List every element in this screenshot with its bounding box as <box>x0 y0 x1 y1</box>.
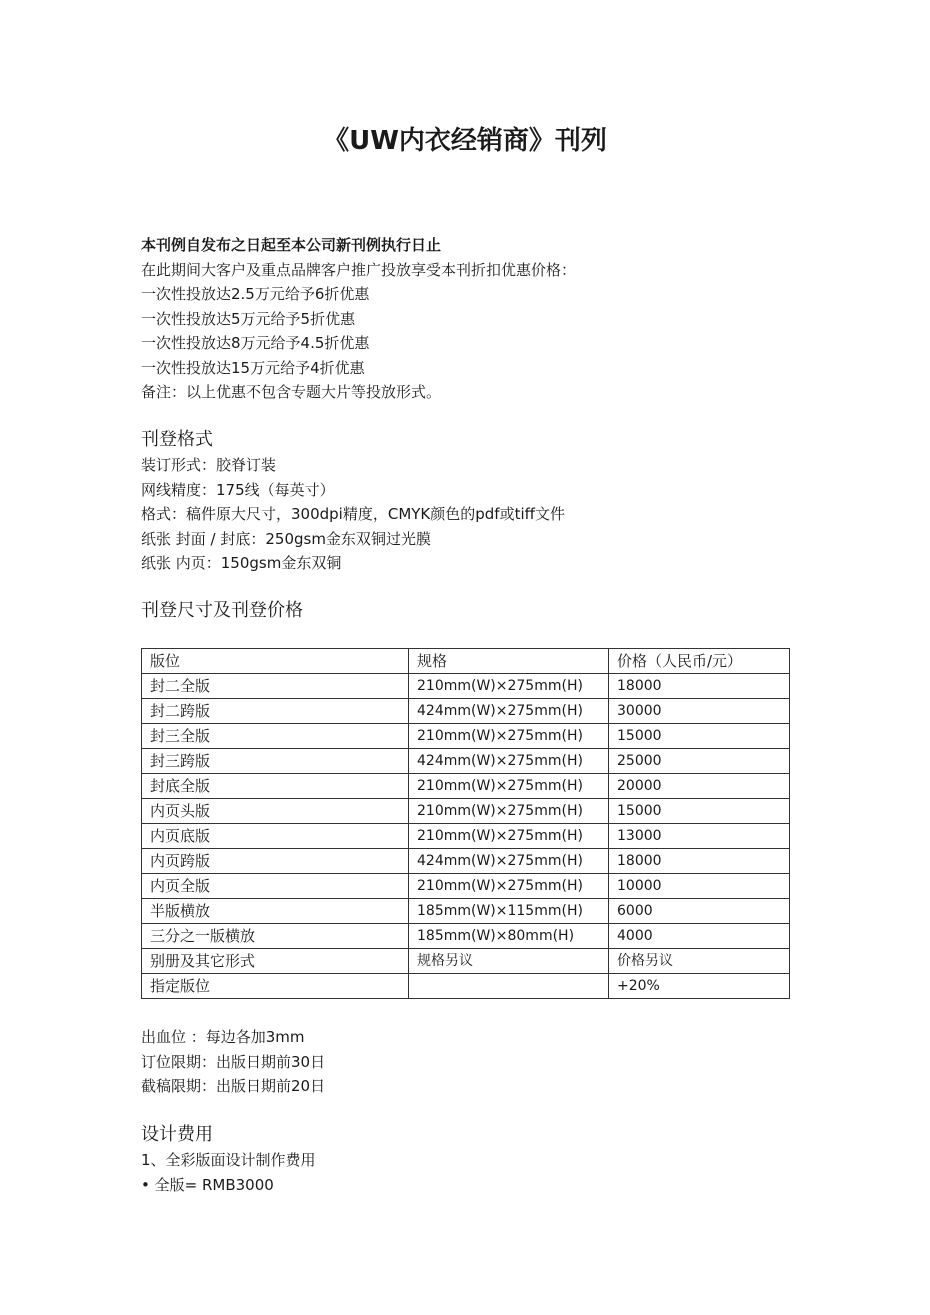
cell-price: 15000 <box>609 799 790 824</box>
cell-position: 内页底版 <box>142 824 409 849</box>
table-row <box>142 924 790 949</box>
cell-position: 指定版位 <box>142 974 409 999</box>
cell-price: 20000 <box>609 774 790 799</box>
table-row <box>142 974 790 999</box>
design-section <box>141 1122 841 1197</box>
format-line: 格式：稿件原大尺寸，300dpi精度，CMYK颜色的pdf或tiff文件 <box>141 505 565 523</box>
cell-price: 25000 <box>609 749 790 774</box>
cell-position: 封二跨版 <box>142 699 409 724</box>
table-row <box>142 824 790 849</box>
format-section <box>141 427 841 576</box>
cell-spec: 210mm(W)×275mm(H) <box>409 874 609 899</box>
note-line: 订位限期：出版日期前30日 <box>141 1052 326 1071</box>
discount-line: 一次性投放达5万元给予5折优惠 <box>141 309 356 328</box>
cell-price: +20% <box>609 974 790 999</box>
cell-price: 15000 <box>609 724 790 749</box>
cell-spec: 210mm(W)×275mm(H) <box>409 674 609 699</box>
format-line: 装订形式：胶脊订装 <box>141 456 277 474</box>
table-row <box>142 849 790 874</box>
cell-spec: 185mm(W)×80mm(H) <box>409 924 609 949</box>
cell-spec: 210mm(W)×275mm(H) <box>409 824 609 849</box>
cell-position: 别册及其它形式 <box>142 949 409 974</box>
intro-line: 本刊例自发布之日起至本公司新刊例执行日止 <box>141 236 442 254</box>
cell-spec: 规格另议 <box>409 949 609 974</box>
table-row <box>142 874 790 899</box>
pricing-heading: 刊登尺寸及刊登价格 <box>141 600 303 621</box>
cell-position: 内页头版 <box>142 799 409 824</box>
notes-section <box>141 1025 841 1099</box>
cell-spec: 210mm(W)×275mm(H) <box>409 774 609 799</box>
discount-line: 一次性投放达8万元给予4.5折优惠 <box>141 334 370 352</box>
remark-line: 备注：以上优惠不包含专题大片等投放形式。 <box>141 383 442 401</box>
pricing-table <box>141 648 790 999</box>
design-line: 1、全彩版面设计制作费用 <box>141 1151 316 1169</box>
cell-price: 10000 <box>609 874 790 899</box>
discount-line: 一次性投放达15万元给予4折优惠 <box>141 358 365 377</box>
column-header-position: 版位 <box>142 649 409 674</box>
table-row <box>142 674 790 699</box>
note-line: 出血位 ：每边各加3mm <box>141 1028 305 1046</box>
cell-position: 封二全版 <box>142 674 409 699</box>
intro-line: 在此期间大客户及重点品牌客户推广投放享受本刊折扣优惠价格： <box>141 260 577 279</box>
intro-section <box>141 233 841 405</box>
column-header-price: 价格（人民币/元） <box>609 649 790 674</box>
cell-price: 30000 <box>609 699 790 724</box>
format-line: 网线精度：175线（每英寸） <box>141 480 335 499</box>
format-line: 纸张 封面 / 封底：250gsm金东双铜过光膜 <box>141 529 431 548</box>
table-header-row <box>142 649 790 674</box>
cell-position: 内页跨版 <box>142 849 409 874</box>
note-line: 截稿限期：出版日期前20日 <box>141 1077 326 1095</box>
cell-position: 三分之一版横放 <box>142 924 409 949</box>
cell-price: 6000 <box>609 899 790 924</box>
format-line: 纸张 内页：150gsm金东双铜 <box>141 554 342 572</box>
table-row <box>142 899 790 924</box>
cell-spec: 210mm(W)×275mm(H) <box>409 724 609 749</box>
table-row <box>142 774 790 799</box>
cell-spec: 424mm(W)×275mm(H) <box>409 849 609 874</box>
cell-position: 内页全版 <box>142 874 409 899</box>
cell-spec: 210mm(W)×275mm(H) <box>409 799 609 824</box>
cell-spec: 424mm(W)×275mm(H) <box>409 749 609 774</box>
cell-price: 18000 <box>609 674 790 699</box>
cell-spec: 185mm(W)×115mm(H) <box>409 899 609 924</box>
table-row <box>142 699 790 724</box>
page-title: 《UW内衣经销商》刊列 <box>323 126 607 156</box>
cell-price: 13000 <box>609 824 790 849</box>
cell-spec <box>409 974 609 999</box>
table-row <box>142 949 790 974</box>
format-heading: 刊登格式 <box>141 429 213 450</box>
cell-position: 封底全版 <box>142 774 409 799</box>
design-line: • 全版= RMB3000 <box>141 1175 274 1194</box>
cell-price: 4000 <box>609 924 790 949</box>
cell-position: 封三跨版 <box>142 749 409 774</box>
pricing-heading-wrap <box>141 598 841 624</box>
cell-spec: 424mm(W)×275mm(H) <box>409 699 609 724</box>
discount-line: 一次性投放达2.5万元给予6折优惠 <box>141 285 370 303</box>
design-heading: 设计费用 <box>141 1124 213 1145</box>
cell-position: 封三全版 <box>142 724 409 749</box>
cell-price: 18000 <box>609 849 790 874</box>
table-row <box>142 749 790 774</box>
table-row <box>142 799 790 824</box>
cell-position: 半版横放 <box>142 899 409 924</box>
table-row <box>142 724 790 749</box>
column-header-spec: 规格 <box>409 649 609 674</box>
cell-price: 价格另议 <box>609 949 790 974</box>
